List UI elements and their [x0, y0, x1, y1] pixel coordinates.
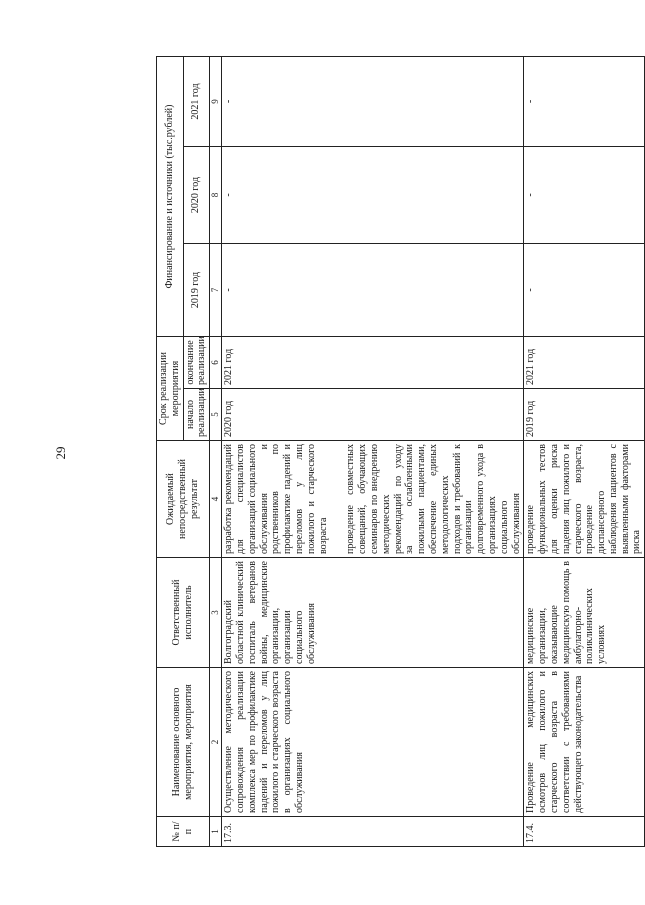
row-start: 2020 год	[222, 389, 524, 441]
row-num: 17.3.	[222, 817, 524, 847]
row-fin-2020: -	[222, 146, 524, 243]
column-number: 6	[210, 336, 222, 388]
column-number: 4	[210, 441, 222, 558]
header-year-2019: 2019 год	[183, 243, 210, 336]
activities-table	[156, 56, 645, 847]
header-year-2020: 2020 год	[183, 146, 210, 243]
row-fin-2021: -	[524, 56, 645, 146]
header-executor: Ответственный исполнитель	[157, 558, 210, 668]
header-result: Ожидаемый непосредственный результат	[157, 441, 210, 558]
row-result-part: разработка рекомендаций для специалистов организаций социального обслуживания и родственников по профилактике падений и переломов у лиц пожилого и старческого возраста	[223, 444, 329, 554]
row-fin-2019: -	[524, 243, 645, 336]
row-result	[222, 441, 524, 558]
row-start: 2019 год	[524, 389, 645, 441]
row-name: Проведение медицинских осмотров лиц пожилого и старческого возраста в соответствии с требованиями действующего законодательства	[524, 668, 645, 817]
row-fin-2019: -	[222, 243, 524, 336]
header-financing: Финансирование и источники (тыс.рублей)	[157, 56, 184, 336]
page-number: 29	[53, 446, 68, 460]
header-name: Наименование основного мероприятия, мероприятия	[157, 668, 210, 817]
column-number: 5	[210, 389, 222, 441]
row-result: проведение функциональных тестов для оценки риска падения лиц пожилого и старческого возраста, проведение диспансерного наблюдения пациентов с выявленными факторами риска	[524, 441, 645, 558]
column-number: 8	[210, 146, 222, 243]
row-end: 2021 год	[222, 336, 524, 388]
row-executor: медицинские организации, оказывающие медицинскую помощь в амбулаторно-поликлинических условиях	[524, 558, 645, 668]
row-result-part: проведение совместных совещаний, обучающих семинаров по внедрению методических рекомендаций по уходу за ослабленными пожилыми пациентами, обеспечение единых методологических подходов и требований к организации долговременного ухода в организациях социального обслуживания	[345, 444, 522, 554]
row-fin-2020: -	[524, 146, 645, 243]
spacer	[329, 444, 345, 554]
row-fin-2021: -	[222, 56, 524, 146]
column-number: 7	[210, 243, 222, 336]
header-num: № п/п	[157, 817, 210, 847]
column-number: 3	[210, 558, 222, 668]
rotated-table-container	[156, 57, 642, 847]
table-row	[222, 56, 524, 846]
header-year-2021: 2021 год	[183, 56, 210, 146]
column-number: 2	[210, 668, 222, 817]
column-number: 1	[210, 817, 222, 847]
header-term-end: окончание реализации	[183, 336, 210, 388]
column-number: 9	[210, 56, 222, 146]
row-end: 2021 год	[524, 336, 645, 388]
row-name: Осуществление методического сопровождения реализации комплекса мер по профилактике падений и переломов у лиц пожилого и старческого возраста в организациях социального обслуживания	[222, 668, 524, 817]
row-num: 17.4.	[524, 817, 645, 847]
header-term-start: начало реализации	[183, 389, 210, 441]
header-term: Срок реализации мероприятия	[157, 336, 184, 440]
row-executor: Волгоградский областной клинический госпиталь ветеранов войны, медицинские организации, организации социального обслуживания	[222, 558, 524, 668]
table-row	[524, 56, 645, 846]
column-numbers-row	[210, 56, 222, 846]
